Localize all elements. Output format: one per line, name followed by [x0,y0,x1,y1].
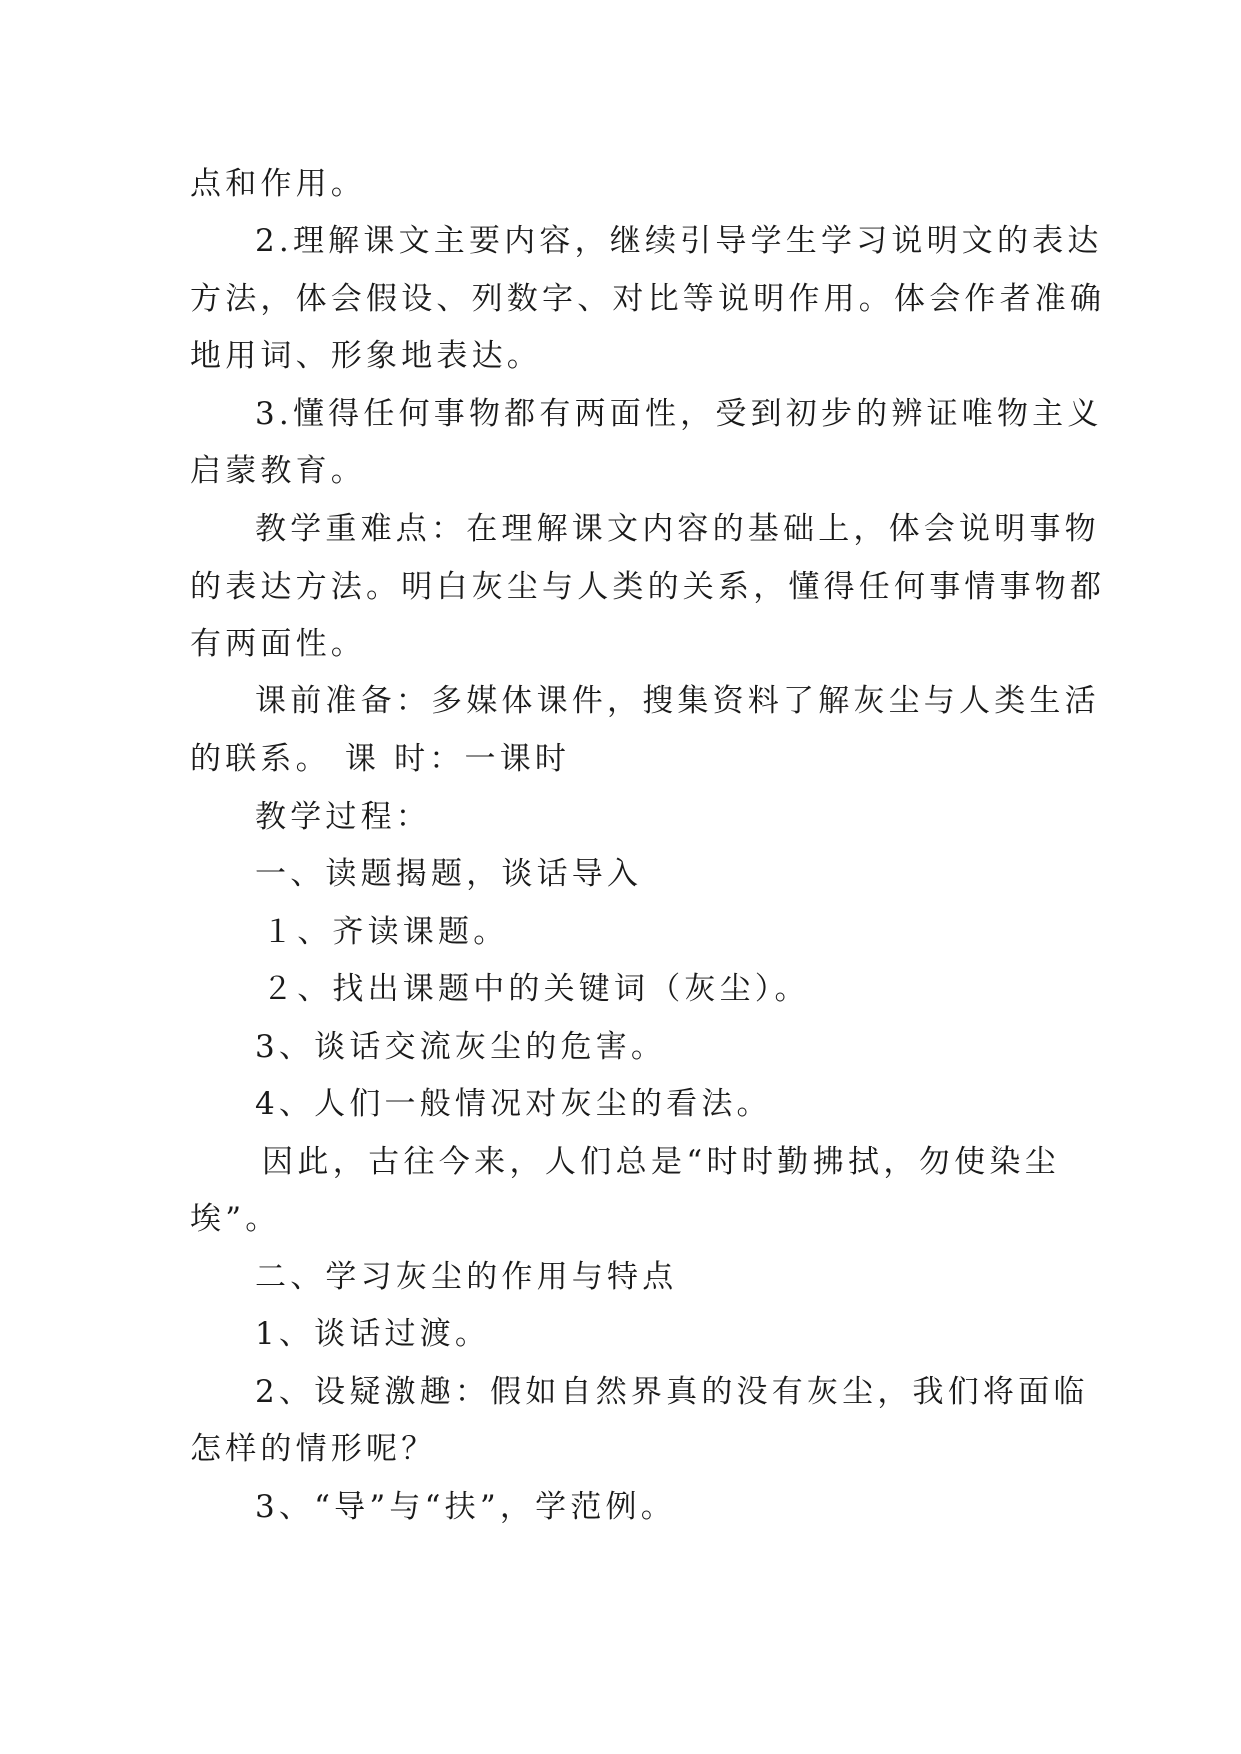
paragraph-quote: 因此，古往今来，人们总是“时时勤拂拭，勿使染尘 [262,1144,1060,1180]
text-line: 启蒙教育。 [190,453,366,489]
list-item: 4、人们一般情况对灰尘的看法。 [255,1086,772,1122]
list-item: 3、谈话交流灰尘的危害。 [255,1029,667,1065]
section-heading-2: 二、学习灰尘的作用与特点 [255,1259,678,1295]
list-item: 3、“导”与“扶”，学范例。 [255,1489,676,1525]
text-line: 有两面性。 [190,626,366,662]
paragraph-preparation: 课前准备：多媒体课件，搜集资料了解灰尘与人类生活 [255,683,1100,719]
paragraph-objective-3: 3.懂得任何事物都有两面性，受到初步的辨证唯物主义 [255,396,1103,432]
section-heading-process: 教学过程： [255,799,431,835]
text-line: 点和作用。 [190,166,366,202]
list-item: 1、谈话过渡。 [255,1316,491,1352]
text-line: 的表达方法。明白灰尘与人类的关系，懂得任何事情事物都 [190,569,1106,605]
text-line: 方法，体会假设、列数字、对比等说明作用。体会作者准确 [190,281,1106,317]
section-heading-1: 一、读题揭题，谈话导入 [255,856,643,892]
list-item: １、齐读课题。 [262,914,509,950]
text-line: 地用词、形象地表达。 [190,338,542,374]
paragraph-key-points: 教学重难点：在理解课文内容的基础上，体会说明事物 [255,511,1100,547]
text-line: 埃”。 [190,1201,281,1237]
text-line: 怎样的情形呢？ [190,1431,437,1467]
paragraph-objective-2: 2.理解课文主要内容，继续引导学生学习说明文的表达 [255,223,1103,259]
text-line: 的联系。 课 时：一课时 [190,741,571,777]
list-item: ２、找出课题中的关键词（灰尘）。 [262,971,810,1007]
list-item: 2、设疑激趣：假如自然界真的没有灰尘，我们将面临 [255,1374,1089,1410]
